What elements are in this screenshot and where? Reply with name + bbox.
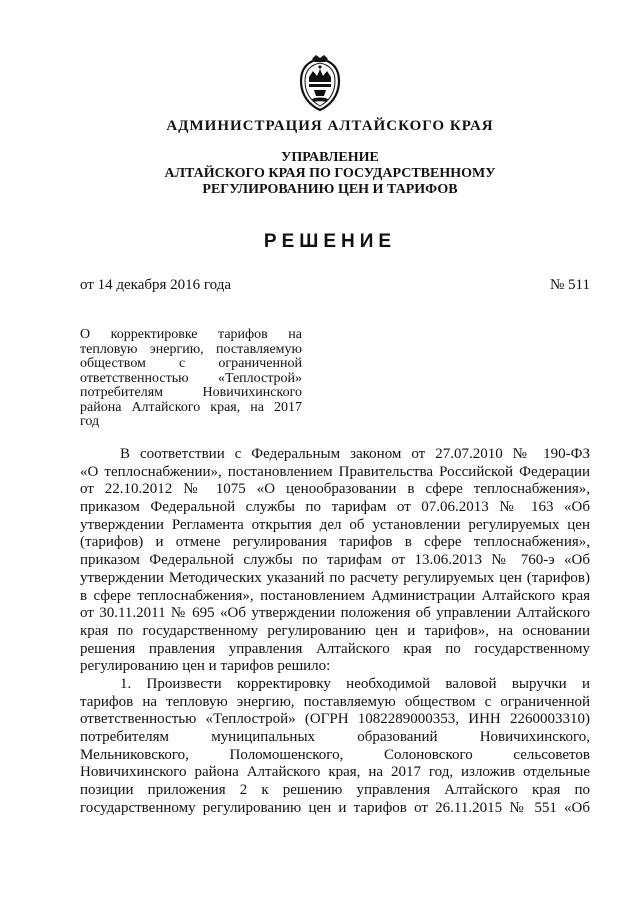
body-line: потребителям муниципальных образований Новичихинского, — [80, 729, 590, 745]
subject-line: обществом с ограниченной — [80, 356, 302, 371]
document-date: от 14 декабря 2016 года — [80, 277, 232, 293]
document-body — [80, 446, 590, 817]
body-line: от 22.10.2012 № 1075 «О ценообразовании в сфере теплоснабжения», — [80, 481, 590, 498]
department-line: УПРАВЛЕНИЕ — [281, 150, 379, 165]
subject-line: О корректировке тарифов на — [80, 327, 302, 342]
department-line: РЕГУЛИРОВАНИЮ ЦЕН И ТАРИФОВ — [202, 182, 458, 197]
body-line: решения правления управления Алтайского края по государственному — [80, 640, 590, 657]
administration-title: АДМИНИСТРАЦИЯ АЛТАЙСКОГО КРАЯ — [166, 118, 494, 134]
body-line: регулированию цен и тарифов решило: — [80, 658, 331, 675]
body-line: от 30.11.2011 № 695 «Об утверждении положения об управлении Алтайского — [80, 605, 590, 622]
department-line: АЛТАЙСКОГО КРАЯ ПО ГОСУДАРСТВЕННОМУ — [164, 166, 496, 181]
body-line: приказом Федеральной службы по тарифам от 07.06.2013 № 163 «Об — [80, 499, 590, 516]
body-line: утверждении Методических указаний по расчету регулируемых цен (тарифов) — [80, 569, 590, 586]
body-line: тарифов на тепловую энергию, поставляемую обществом с ограниченной — [80, 693, 590, 710]
body-line: Мельниковского, Поломошенского, Солоновского сельсоветов — [80, 746, 590, 763]
subject-line: ответственностью «Теплострой» — [80, 370, 302, 386]
document-subject — [80, 328, 302, 430]
body-line: приказом Федеральной службы по тарифам от 13.06.2013 № 760-э «Об — [80, 552, 590, 569]
body-line: позиции приложения 2 к решению управления Алтайского края по — [80, 782, 590, 799]
subject-line: год — [80, 414, 100, 429]
body-line: 1. Произвести корректировку необходимой валовой выручки и — [120, 675, 590, 692]
document-number: № 511 — [549, 277, 590, 293]
subject-line: тепловую энергию, поставляемую — [80, 341, 302, 357]
body-line: в сфере теплоснабжения», постановлением Администрации Алтайского края — [80, 587, 590, 604]
document-type-title: РЕШЕНИЕ — [263, 231, 397, 252]
body-line: края по государственному регулированию цен и тарифов», на основании — [80, 622, 590, 639]
body-line: утверждении Регламента открытия дел об установлении регулируемых цен — [80, 516, 590, 533]
subject-line: района Алтайского края, на 2017 — [80, 399, 302, 415]
coat-of-arms-icon — [297, 55, 343, 113]
body-line: «О теплоснабжении», постановлением Правительства Российской Федерации — [80, 463, 590, 480]
body-line: государственному регулированию цен и тарифов от 26.11.2015 № 551 «Об — [80, 799, 590, 816]
subject-line: потребителям Новичихинского — [80, 385, 302, 400]
body-line: (тарифов) и отмене регулирования тарифов в сфере теплоснабжения», — [80, 534, 590, 551]
body-line: В соответствии с Федеральным законом от 27.07.2010 № 190-ФЗ — [120, 446, 590, 462]
department-title — [0, 150, 640, 198]
body-line: ответственностью «Теплострой» (ОГРН 1082289000353, ИНН 2260003310) — [80, 711, 590, 728]
body-line: Новичихинского района Алтайского края, на 2017 год, изложив отдельные — [80, 764, 590, 781]
